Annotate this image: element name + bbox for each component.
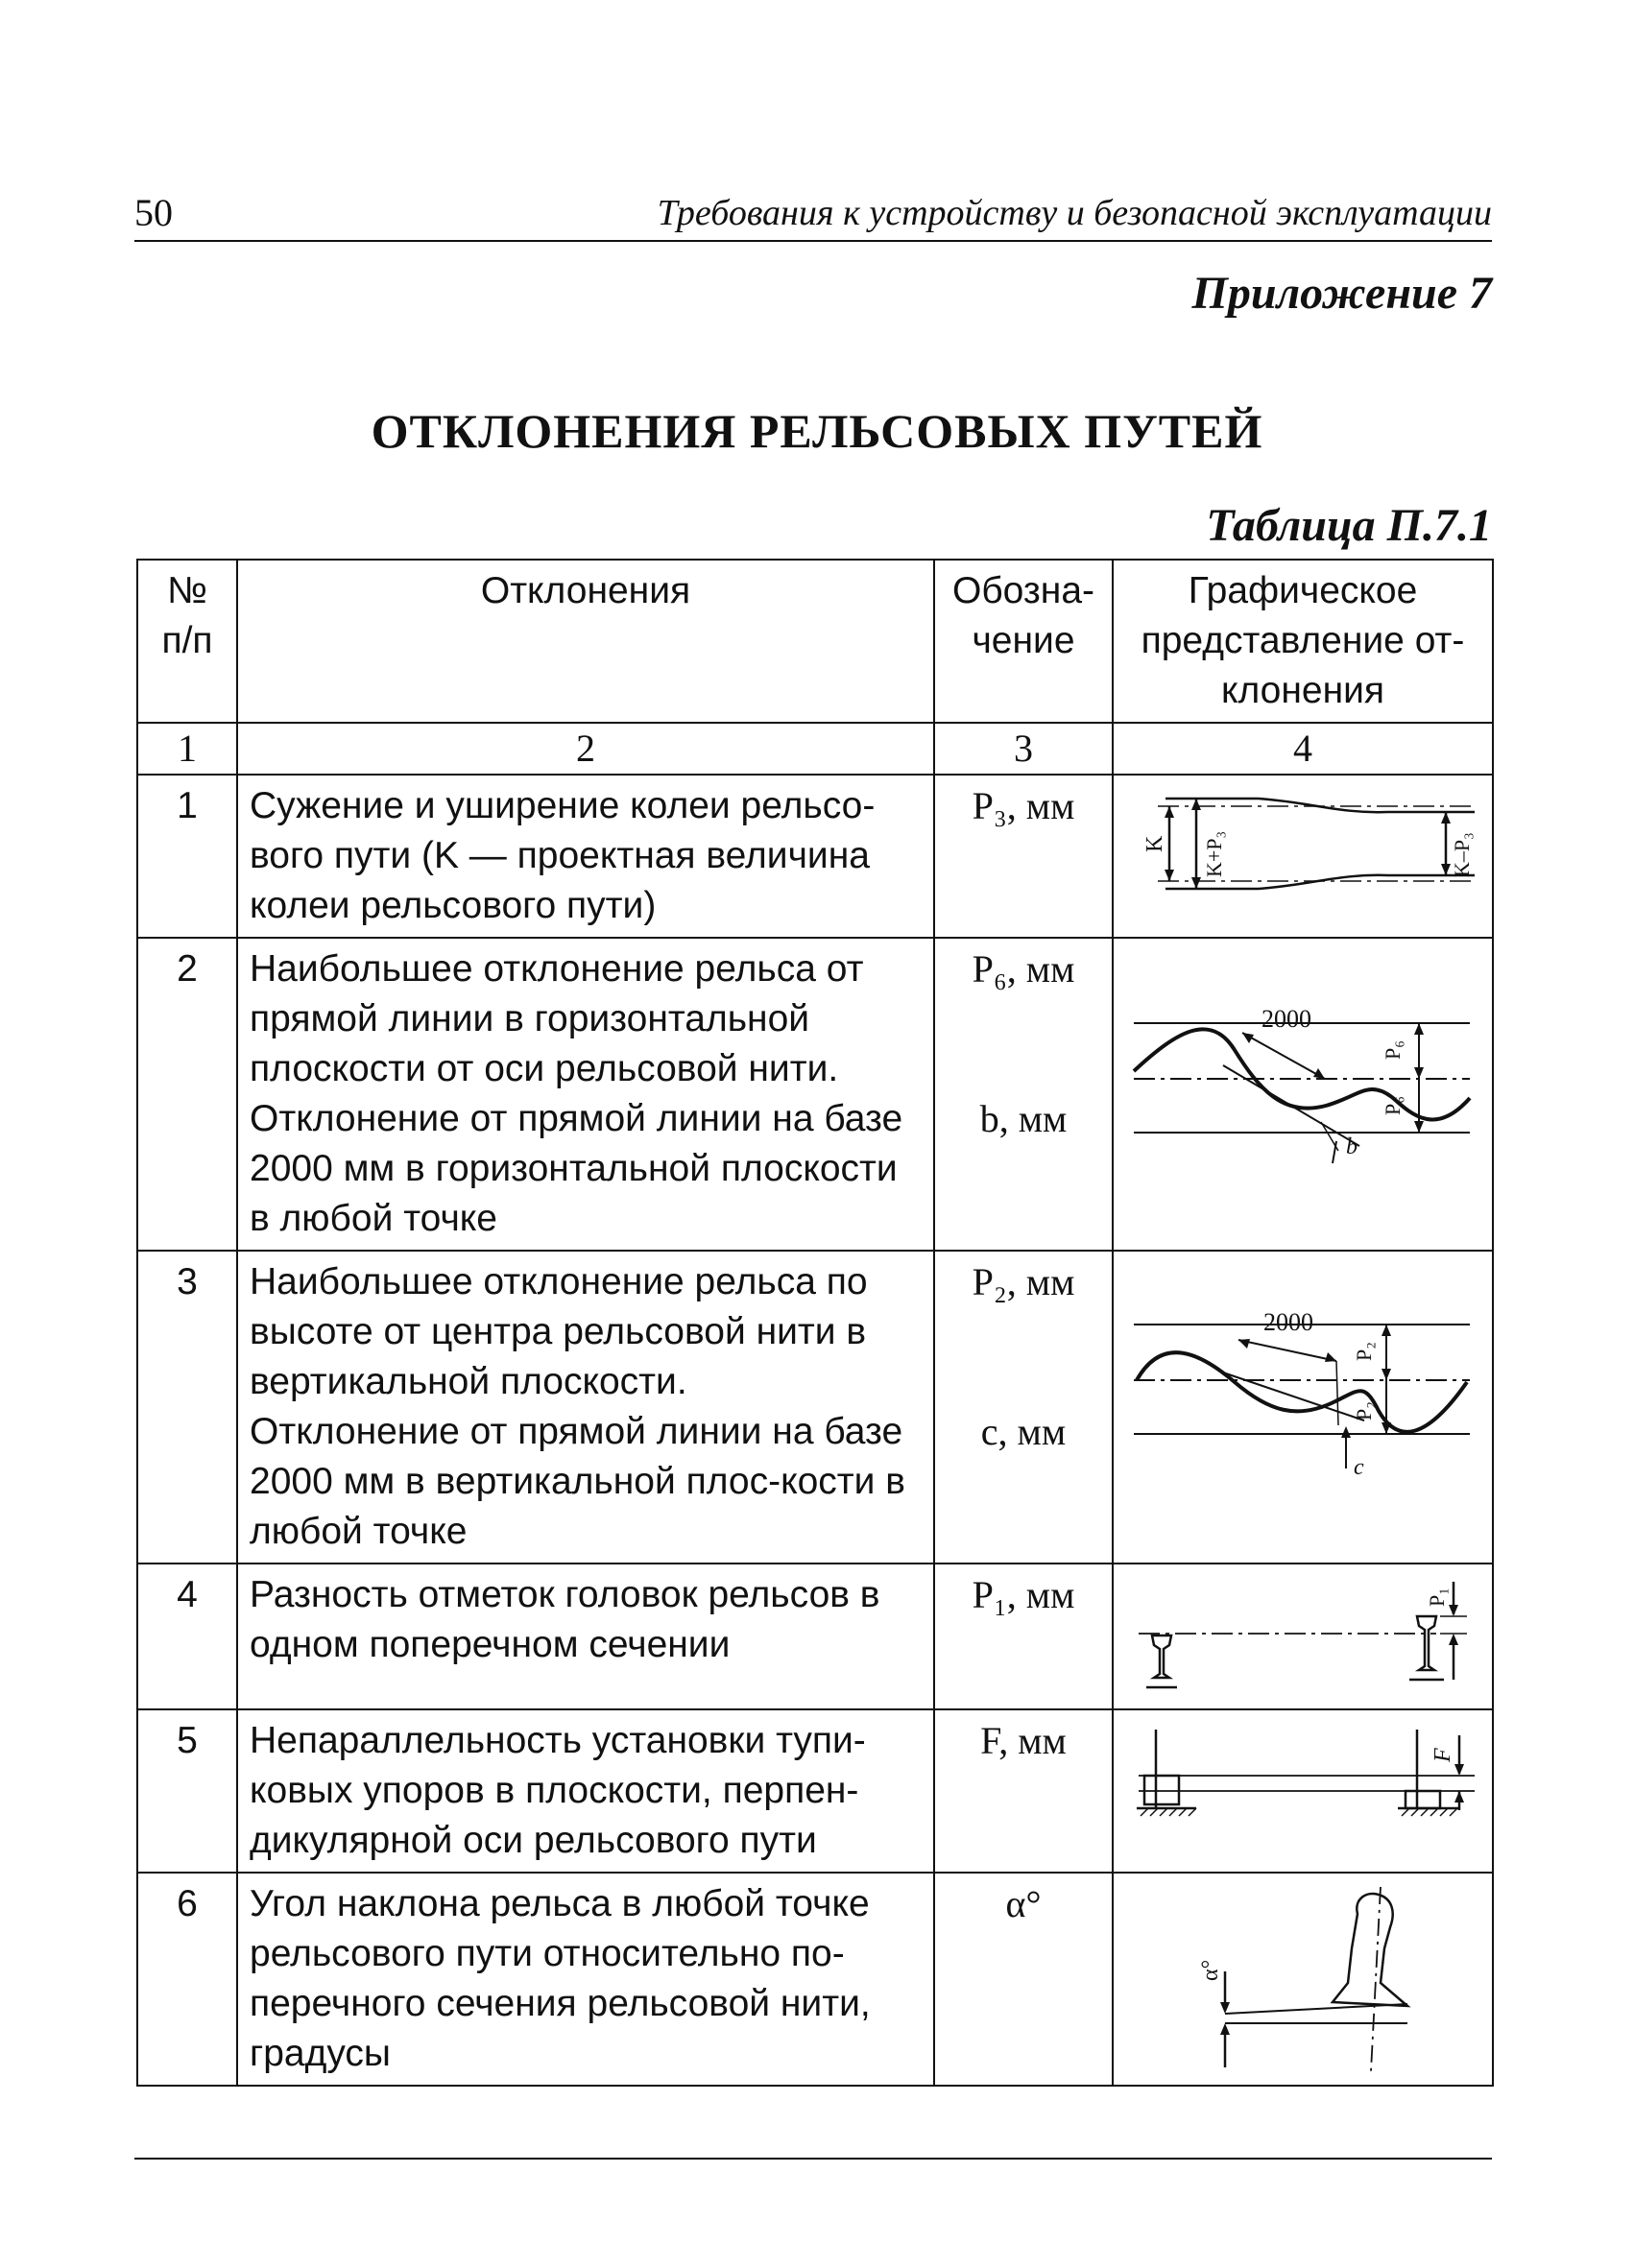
row-designation	[934, 1251, 1113, 1564]
header-cell: Отклонения	[237, 560, 934, 723]
designation-text: b, мм	[979, 1097, 1068, 1140]
table-label: Таблица П.7.1	[1206, 500, 1492, 551]
description-text: Отклонение от прямой линии на базе 2000 мм в горизонтальной плоскости в любой точке	[250, 1098, 903, 1239]
sketch-label: α°	[1198, 1959, 1223, 1981]
sketch-label: c	[1354, 1455, 1364, 1480]
description-text: Непараллельность установки тупи-ковых упоров в плоскости, перпен-дикулярной оси рельсового пути	[250, 1720, 866, 1861]
row-description	[237, 938, 934, 1251]
sketch-label: P₆	[1381, 1040, 1405, 1060]
row-designation	[934, 775, 1113, 938]
designation-text: P₆, мм	[972, 947, 1075, 991]
row-number: 3	[137, 1251, 237, 1564]
column-number: 3	[934, 723, 1113, 775]
row-sketch	[1113, 775, 1493, 938]
column-number: 1	[137, 723, 237, 775]
rail-tilt-sketch	[1119, 1879, 1484, 2071]
row-designation	[934, 1709, 1113, 1873]
row-number: 5	[137, 1709, 237, 1873]
description-text: Угол наклона рельса в любой точке рельсового пути относительно по-перечного сечения рельсовой нити, градусы	[250, 1883, 871, 2074]
table-row	[137, 1709, 1493, 1873]
sketch-label: K–P₃	[1450, 832, 1474, 877]
column-number: 2	[237, 723, 934, 775]
row-sketch	[1113, 1251, 1493, 1564]
page-title: ОТКЛОНЕНИЯ РЕЛЬСОВЫХ ПУТЕЙ	[371, 404, 1263, 458]
gauge-width-sketch	[1119, 781, 1484, 916]
sketch-label: 2000	[1262, 1005, 1311, 1033]
sketch-label: P₂	[1352, 1342, 1376, 1361]
designation-text: c, мм	[980, 1410, 1067, 1453]
sketch-label: b	[1346, 1134, 1358, 1159]
header-cell: № п/п	[137, 560, 237, 723]
description-text: Наибольшее отклонение рельса от прямой линии в горизонтальной плоскости от оси рельсовой нити.	[250, 948, 864, 1089]
row-sketch	[1113, 938, 1493, 1251]
sketch-label: P₁	[1425, 1588, 1449, 1607]
designation-text: F, мм	[980, 1719, 1067, 1762]
row-sketch	[1113, 1873, 1493, 2086]
sketch-label: P₆	[1381, 1096, 1405, 1115]
description-text: Разность отметок головок рельсов в одном поперечном сечении	[250, 1574, 880, 1665]
table-row	[137, 1873, 1493, 2086]
buffer-stops-sketch	[1119, 1716, 1484, 1850]
row-description	[237, 1709, 934, 1873]
row-description	[237, 775, 934, 938]
sketch-label: P₂	[1352, 1401, 1376, 1420]
running-title: Требования к устройству и безопасной эксплуатации	[657, 193, 1492, 233]
row-number: 4	[137, 1564, 237, 1709]
column-number: 4	[1113, 723, 1493, 775]
footer-rule	[134, 2158, 1492, 2160]
sketch-label: F	[1430, 1748, 1455, 1762]
table-header-row	[137, 560, 1493, 723]
row-designation	[934, 938, 1113, 1251]
header-cell: Графическое представление от-клонения	[1113, 560, 1493, 723]
row-designation	[934, 1873, 1113, 2086]
designation-text: P₂, мм	[972, 1260, 1075, 1303]
row-description	[237, 1873, 934, 2086]
table-row	[137, 1251, 1493, 1564]
appendix-label: Приложение 7	[1191, 268, 1492, 319]
sketch-label: K	[1142, 835, 1167, 852]
sketch-label: K+P₃	[1202, 830, 1226, 877]
description-text: Отклонение от прямой линии на базе 2000 мм в вертикальной плос-кости в любой точке	[250, 1411, 905, 1552]
description-text: Сужение и уширение колеи рельсо-вого пути (K — проектная величина колеи рельсового пути)	[250, 785, 876, 926]
designation-text: P₃, мм	[972, 784, 1075, 827]
row-designation	[934, 1564, 1113, 1709]
row-sketch	[1113, 1709, 1493, 1873]
vertical-deviation-sketch	[1119, 1257, 1484, 1545]
sketch-label: 2000	[1263, 1308, 1313, 1336]
header-cell: Обозна-чение	[934, 560, 1113, 723]
row-number: 2	[137, 938, 237, 1251]
row-number: 6	[137, 1873, 237, 2086]
row-description	[237, 1564, 934, 1709]
rail-head-level-sketch	[1119, 1570, 1484, 1700]
deviations-table	[136, 559, 1494, 2087]
header-rule	[134, 240, 1492, 242]
table-row	[137, 1564, 1493, 1709]
column-number-row	[137, 723, 1493, 775]
description-text: Наибольшее отклонение рельса по высоте от центра рельсовой нити в вертикальной плоскости.	[250, 1261, 868, 1402]
designation-text: α°	[1005, 1882, 1042, 1925]
table-row	[137, 938, 1493, 1251]
row-sketch	[1113, 1564, 1493, 1709]
row-description	[237, 1251, 934, 1564]
row-number: 1	[137, 775, 237, 938]
designation-text: P₁, мм	[972, 1573, 1075, 1616]
page-number: 50	[134, 191, 173, 234]
horizontal-deviation-sketch	[1119, 944, 1484, 1232]
table-row	[137, 775, 1493, 938]
